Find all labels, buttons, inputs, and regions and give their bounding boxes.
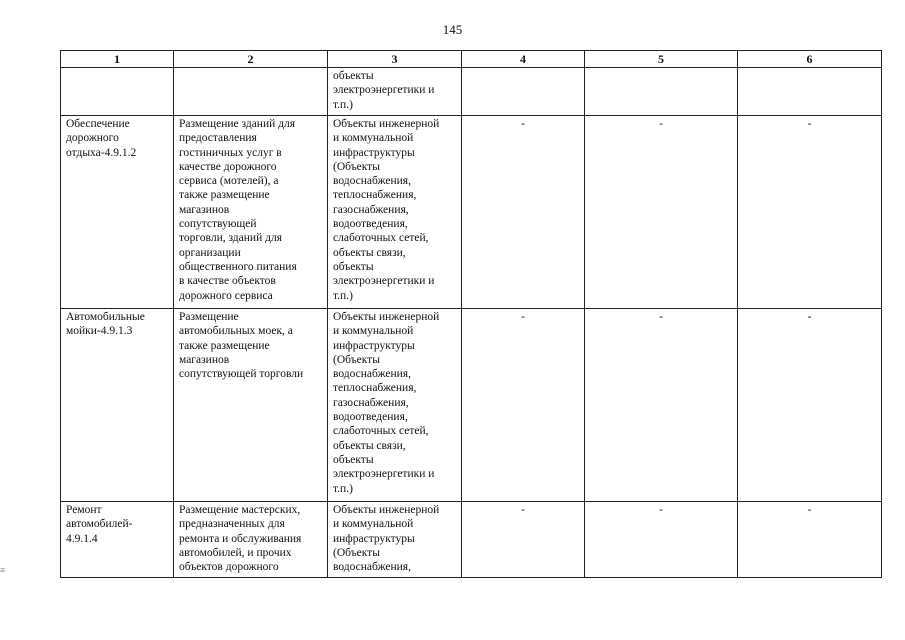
page-number: 145: [442, 22, 463, 37]
header-row: [61, 51, 882, 68]
row-1-col-4: -: [462, 116, 585, 309]
table-row: [61, 68, 882, 116]
row-2-col-6: -: [738, 309, 882, 502]
row-3-col-3: Объекты инженерной и коммунальной инфраструктуры (Объекты водоснабжения,: [328, 502, 462, 578]
row-2-col-3: Объекты инженерной и коммунальной инфраструктуры (Объекты водоснабжения, теплоснабжения, газоснабжения, водоотведения, слаботочных сетей, объекты связи, объекты электроэнергетики и т.п.): [328, 309, 462, 502]
row-2-col-4: -: [462, 309, 585, 502]
table-row: [61, 116, 882, 309]
zoning-table: [60, 50, 882, 578]
row-0-col-1: [61, 68, 174, 116]
row-2-col-2: Размещение автомобильных моек, а также размещение магазинов сопутствующей торговли: [174, 309, 328, 502]
header-col-3: 3: [328, 51, 462, 68]
row-0-col-5: [585, 68, 738, 116]
header-col-6: 6: [738, 51, 882, 68]
table-row: [61, 309, 882, 502]
margin-scan-mark: ≡: [0, 565, 6, 575]
row-0-col-4: [462, 68, 585, 116]
header-col-1: 1: [61, 51, 174, 68]
row-1-col-5: -: [585, 116, 738, 309]
header-col-4: 4: [462, 51, 585, 68]
row-1-col-1: Обеспечение дорожного отдыха-4.9.1.2: [61, 116, 174, 309]
table-row: [61, 502, 882, 578]
row-2-col-5: -: [585, 309, 738, 502]
row-0-col-2: [174, 68, 328, 116]
row-3-col-1: Ремонт автомобилей- 4.9.1.4: [61, 502, 174, 578]
row-0-col-3: объекты электроэнергетики и т.п.): [328, 68, 462, 116]
row-3-col-5: -: [585, 502, 738, 578]
header-col-2: 2: [174, 51, 328, 68]
row-3-col-2: Размещение мастерских, предназначенных для ремонта и обслуживания автомобилей, и прочих объектов дорожного: [174, 502, 328, 578]
row-3-col-6: -: [738, 502, 882, 578]
row-0-col-6: [738, 68, 882, 116]
header-col-5: 5: [585, 51, 738, 68]
row-2-col-1: Автомобильные мойки-4.9.1.3: [61, 309, 174, 502]
row-3-col-4: -: [462, 502, 585, 578]
row-1-col-6: -: [738, 116, 882, 309]
row-1-col-3: Объекты инженерной и коммунальной инфраструктуры (Объекты водоснабжения, теплоснабжения, газоснабжения, водоотведения, слаботочных сетей, объекты связи, объекты электроэнергетики и т.п.): [328, 116, 462, 309]
row-1-col-2: Размещение зданий для предоставления гостиничных услуг в качестве дорожного сервиса (мотелей), а также размещение магазинов сопутствующей торговли, зданий для организации общественного питания в качестве объектов дорожного сервиса: [174, 116, 328, 309]
